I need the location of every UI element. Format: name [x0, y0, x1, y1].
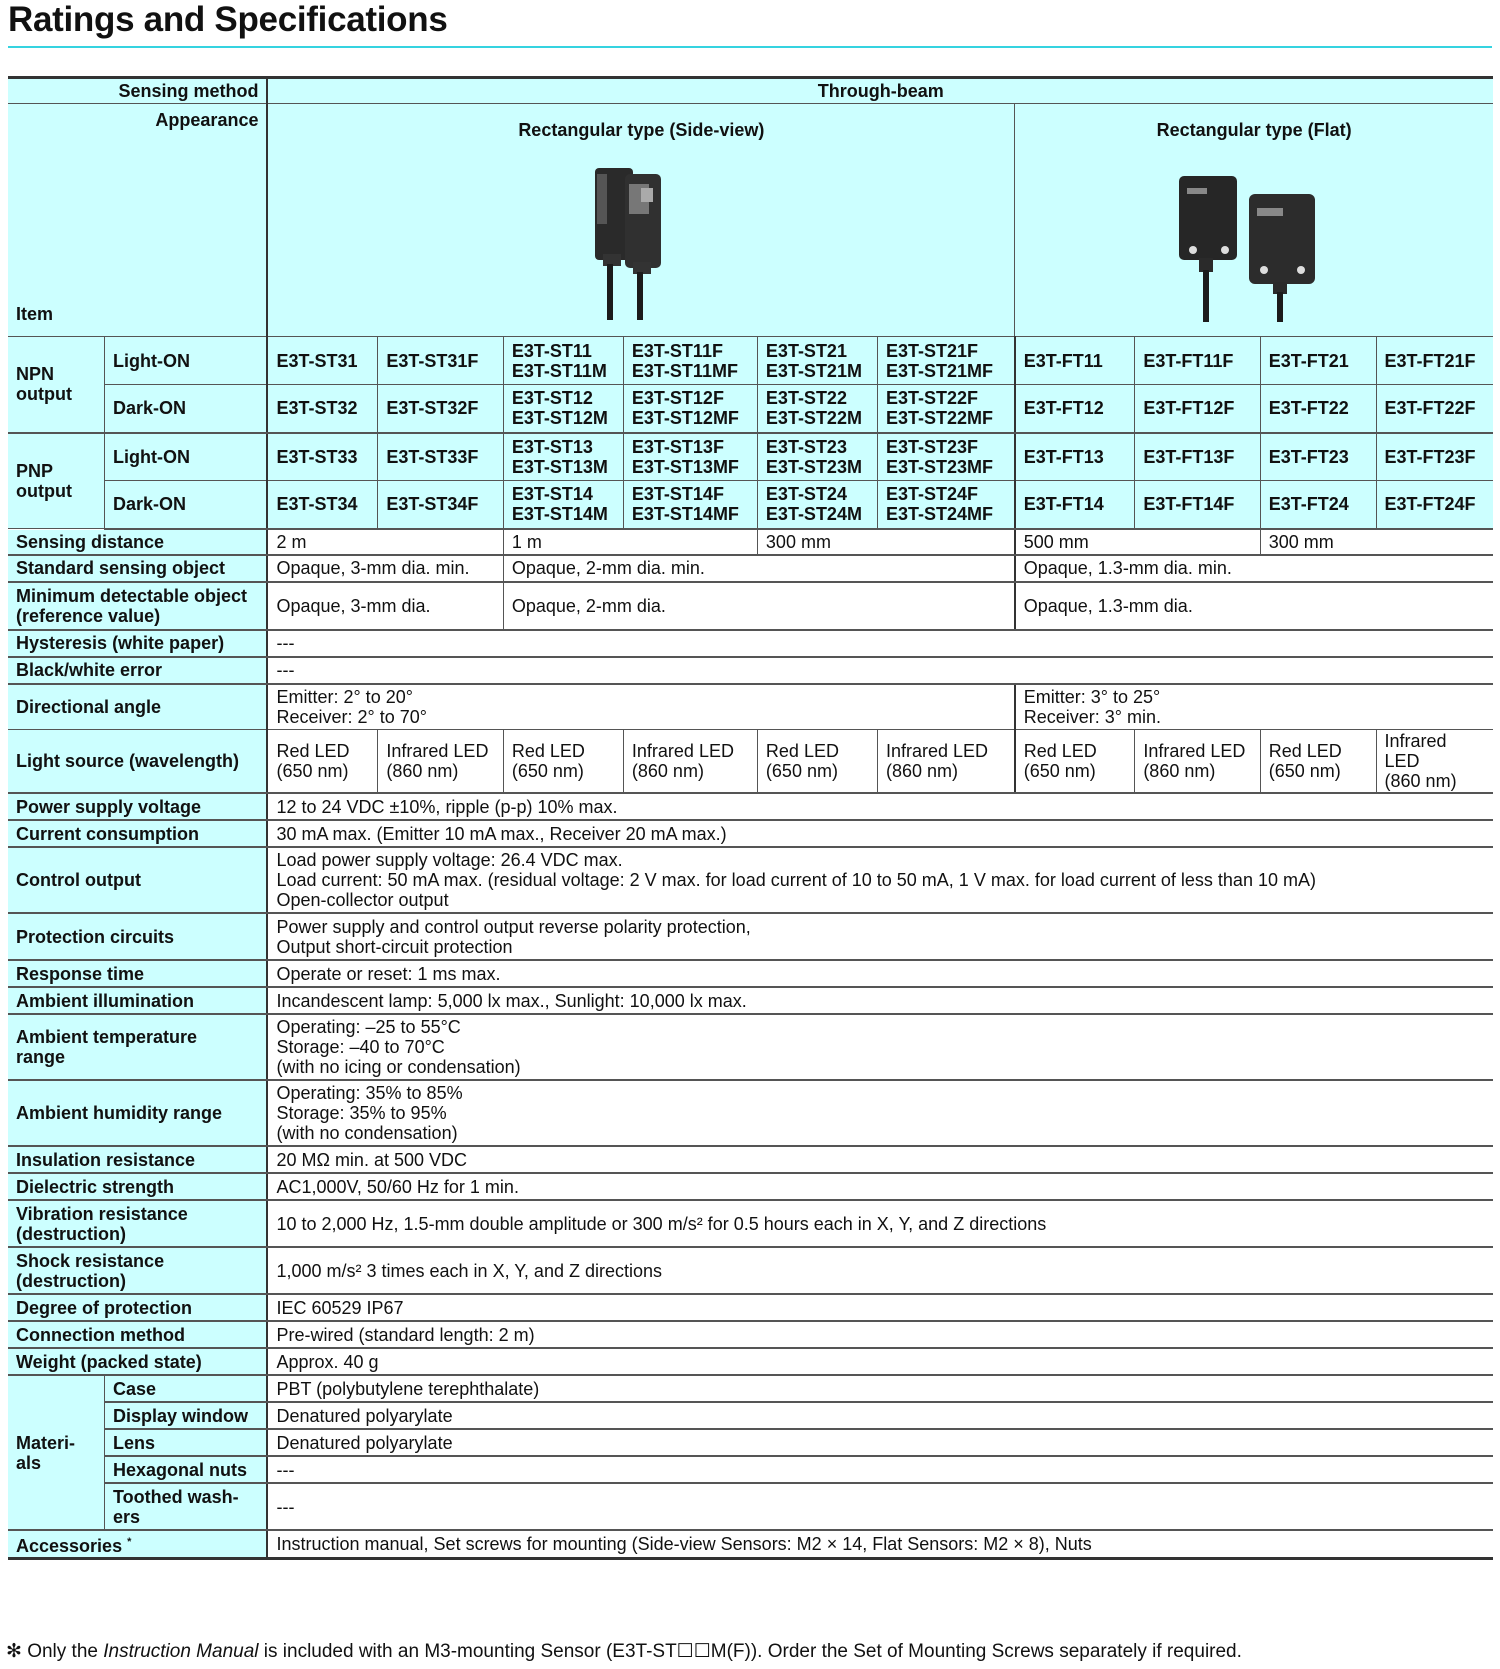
npn-output-label: NPN output	[8, 337, 104, 433]
model-cell: E3T-FT24	[1260, 481, 1376, 529]
flat-sensor-emitter-icon	[1179, 176, 1237, 322]
spec-row-protection	[8, 913, 1493, 960]
spec-label: Ambient illumination	[8, 987, 267, 1014]
spec-value: Red LED (650 nm)	[503, 730, 623, 794]
appearance-side-view	[267, 104, 1014, 337]
model-cell: E3T-ST21 E3T-ST21M	[757, 337, 877, 385]
spec-value: 20 MΩ min. at 500 VDC	[267, 1146, 1493, 1173]
model-row	[8, 337, 1493, 385]
spec-value: Denatured polyarylate	[267, 1429, 1493, 1456]
spec-row-directional-angle	[8, 684, 1493, 730]
materials-label: Materi- als	[8, 1375, 104, 1530]
spec-value: Emitter: 2° to 20° Receiver: 2° to 70°	[267, 684, 1014, 730]
spec-value: Red LED (650 nm)	[1260, 730, 1376, 794]
appearance-side-view-label: Rectangular type (Side-view)	[518, 120, 765, 140]
spec-row-weight	[8, 1348, 1493, 1375]
spec-value: Instruction manual, Set screws for mounting (Side-view Sensors: M2 × 14, Flat Sensors: M2 × 8), Nuts	[267, 1530, 1493, 1559]
spec-label: Directional angle	[8, 684, 267, 730]
spec-row-power-supply	[8, 793, 1493, 820]
model-cell: E3T-ST31F	[378, 337, 503, 385]
model-cell: E3T-ST12 E3T-ST12M	[503, 385, 623, 433]
spec-value: Incandescent lamp: 5,000 lx max., Sunlight: 10,000 lx max.	[267, 987, 1493, 1014]
spec-row-control-output	[8, 847, 1493, 913]
model-mode: Dark-ON	[104, 385, 267, 433]
model-cell: E3T-ST14F E3T-ST14MF	[623, 481, 757, 529]
spec-value: IEC 60529 IP67	[267, 1294, 1493, 1321]
spec-value: ---	[267, 1456, 1493, 1483]
spec-label: Connection method	[8, 1321, 267, 1348]
side-view-sensor-image	[581, 154, 701, 324]
model-cell: E3T-ST34F	[378, 481, 503, 529]
spec-label: Lens	[104, 1429, 267, 1456]
model-mode: Light-ON	[104, 337, 267, 385]
spec-row-temperature	[8, 1014, 1493, 1080]
spec-value: Infrared LED (860 nm)	[1376, 730, 1493, 794]
spec-row-material-lens	[8, 1429, 1493, 1456]
model-cell: E3T-FT14	[1015, 481, 1135, 529]
appearance-flat	[1015, 104, 1493, 337]
model-cell: E3T-FT12F	[1135, 385, 1260, 433]
model-cell: E3T-ST31	[267, 337, 377, 385]
spec-value: Approx. 40 g	[267, 1348, 1493, 1375]
spec-row-hysteresis	[8, 630, 1493, 657]
spec-value: ---	[267, 1483, 1493, 1530]
model-cell: E3T-ST23F E3T-ST23MF	[878, 433, 1015, 481]
model-cell: E3T-FT22F	[1376, 385, 1493, 433]
model-row	[8, 433, 1493, 481]
model-cell: E3T-ST12F E3T-ST12MF	[623, 385, 757, 433]
spec-row-current	[8, 820, 1493, 847]
model-cell: E3T-FT21	[1260, 337, 1376, 385]
pnp-output-label: PNP output	[8, 433, 104, 529]
model-cell: E3T-ST13 E3T-ST13M	[503, 433, 623, 481]
spec-value: Red LED (650 nm)	[267, 730, 377, 794]
spec-value: PBT (polybutylene terephthalate)	[267, 1375, 1493, 1402]
spec-value: Operating: 35% to 85% Storage: 35% to 95% (with no condensation)	[267, 1080, 1493, 1146]
spec-label: Insulation resistance	[8, 1146, 267, 1173]
model-cell: E3T-ST11 E3T-ST11M	[503, 337, 623, 385]
spec-value: ---	[267, 630, 1493, 657]
spec-label: Current consumption	[8, 820, 267, 847]
spec-row-dielectric	[8, 1173, 1493, 1200]
spec-row-insulation	[8, 1146, 1493, 1173]
footnote: ✻ Only the Instruction Manual is included with an M3-mounting Sensor (E3T-ST☐☐M(F)). Order the Set of Mounting Screws separately if required.	[6, 1641, 1242, 1662]
spec-value: 500 mm	[1015, 529, 1261, 555]
model-cell: E3T-FT11F	[1135, 337, 1260, 385]
spec-value: Opaque, 1.3-mm dia. min.	[1015, 555, 1493, 582]
model-cell: E3T-ST11F E3T-ST11MF	[623, 337, 757, 385]
spec-value: Infrared LED (860 nm)	[378, 730, 503, 794]
spec-label: Case	[104, 1375, 267, 1402]
spec-value: Red LED (650 nm)	[1015, 730, 1135, 794]
spec-label: Standard sensing object	[8, 555, 267, 582]
spec-row-material-case	[8, 1375, 1493, 1402]
spec-label: Protection circuits	[8, 913, 267, 960]
spec-row-bw-error	[8, 657, 1493, 684]
spec-value: Opaque, 2-mm dia.	[503, 582, 1014, 630]
spec-value: 1 m	[503, 529, 757, 555]
model-cell: E3T-FT13F	[1135, 433, 1260, 481]
model-cell: E3T-FT23	[1260, 433, 1376, 481]
spec-row-material-display	[8, 1402, 1493, 1429]
spec-label: Light source (wavelength)	[8, 730, 267, 794]
asterisk-icon: ✻	[6, 1641, 22, 1662]
spec-label: Sensing distance	[8, 529, 267, 555]
model-cell: E3T-FT13	[1015, 433, 1135, 481]
spec-row-connection	[8, 1321, 1493, 1348]
spec-value: Infrared LED (860 nm)	[623, 730, 757, 794]
model-cell: E3T-ST32F	[378, 385, 503, 433]
spec-value: Opaque, 3-mm dia. min.	[267, 555, 503, 582]
spec-row-shock	[8, 1247, 1493, 1294]
spec-label: Accessories *	[8, 1530, 267, 1559]
model-cell: E3T-ST22 E3T-ST22M	[757, 385, 877, 433]
spec-value: 10 to 2,000 Hz, 1.5-mm double amplitude or 300 m/s² for 0.5 hours each in X, Y, and Z directions	[267, 1200, 1493, 1247]
spec-row-sensing-distance	[8, 529, 1493, 555]
spec-label: Hexagonal nuts	[104, 1456, 267, 1483]
spec-value: Emitter: 3° to 25° Receiver: 3° min.	[1015, 684, 1493, 730]
model-cell: E3T-ST33	[267, 433, 377, 481]
spec-label: Ambient humidity range	[8, 1080, 267, 1146]
model-cell: E3T-ST24 E3T-ST24M	[757, 481, 877, 529]
spec-row-vibration	[8, 1200, 1493, 1247]
appearance-item-header	[8, 104, 267, 337]
spec-value: Opaque, 3-mm dia.	[267, 582, 503, 630]
spec-label: Toothed wash- ers	[104, 1483, 267, 1530]
spec-row-response-time	[8, 960, 1493, 987]
spec-row-material-washers	[8, 1483, 1493, 1530]
spec-row-humidity	[8, 1080, 1493, 1146]
spec-label: Display window	[104, 1402, 267, 1429]
spec-value: Operate or reset: 1 ms max.	[267, 960, 1493, 987]
spec-value: Operating: –25 to 55°C Storage: –40 to 70°C (with no icing or condensation)	[267, 1014, 1493, 1080]
model-cell: E3T-ST24F E3T-ST24MF	[878, 481, 1015, 529]
spec-value: Opaque, 1.3-mm dia.	[1015, 582, 1493, 630]
spec-label: Weight (packed state)	[8, 1348, 267, 1375]
spec-label: Shock resistance (destruction)	[8, 1247, 267, 1294]
spec-label: Power supply voltage	[8, 793, 267, 820]
model-cell: E3T-ST22F E3T-ST22MF	[878, 385, 1015, 433]
model-cell: E3T-FT24F	[1376, 481, 1493, 529]
spec-value: Opaque, 2-mm dia. min.	[503, 555, 1014, 582]
spec-value: AC1,000V, 50/60 Hz for 1 min.	[267, 1173, 1493, 1200]
spec-label: Control output	[8, 847, 267, 913]
spec-row-accessories	[8, 1530, 1493, 1559]
spec-value: 12 to 24 VDC ±10%, ripple (p-p) 10% max.	[267, 793, 1493, 820]
flat-sensor-image	[1169, 154, 1339, 324]
model-cell: E3T-ST23 E3T-ST23M	[757, 433, 877, 481]
spec-table	[8, 76, 1493, 1560]
spec-value: ---	[267, 657, 1493, 684]
spec-value: 30 mA max. (Emitter 10 mA max., Receiver 20 mA max.)	[267, 820, 1493, 847]
side-view-sensor-receiver-icon	[625, 174, 661, 320]
model-cell: E3T-ST21F E3T-ST21MF	[878, 337, 1015, 385]
spec-value: 300 mm	[757, 529, 1014, 555]
footnote-italic: Instruction Manual	[103, 1641, 259, 1662]
spec-label: Black/white error	[8, 657, 267, 684]
model-cell: E3T-FT14F	[1135, 481, 1260, 529]
spec-row-light-source	[8, 730, 1493, 794]
spec-label: Vibration resistance (destruction)	[8, 1200, 267, 1247]
page-title: Ratings and Specifications	[8, 0, 448, 39]
spec-value: 300 mm	[1260, 529, 1493, 555]
model-cell: E3T-ST34	[267, 481, 377, 529]
spec-row-min-object	[8, 582, 1493, 630]
spec-label: Response time	[8, 960, 267, 987]
appearance-flat-label: Rectangular type (Flat)	[1156, 120, 1352, 140]
spec-label: Ambient temperature range	[8, 1014, 267, 1080]
spec-value: Infrared LED (860 nm)	[878, 730, 1015, 794]
model-cell: E3T-FT21F	[1376, 337, 1493, 385]
spec-row-standard-object	[8, 555, 1493, 582]
model-cell: E3T-ST13F E3T-ST13MF	[623, 433, 757, 481]
spec-label: Degree of protection	[8, 1294, 267, 1321]
model-cell: E3T-FT22	[1260, 385, 1376, 433]
spec-value: 1,000 m/s² 3 times each in X, Y, and Z directions	[267, 1247, 1493, 1294]
flat-sensor-receiver-icon	[1249, 194, 1315, 322]
model-cell: E3T-FT12	[1015, 385, 1135, 433]
spec-value: Power supply and control output reverse polarity protection, Output short-circuit protection	[267, 913, 1493, 960]
sensing-method-label: Sensing method	[8, 78, 267, 104]
model-row	[8, 385, 1493, 433]
spec-value: Denatured polyarylate	[267, 1402, 1493, 1429]
model-cell: E3T-FT11	[1015, 337, 1135, 385]
spec-value: Pre-wired (standard length: 2 m)	[267, 1321, 1493, 1348]
model-mode: Dark-ON	[104, 481, 267, 529]
model-cell: E3T-ST14 E3T-ST14M	[503, 481, 623, 529]
model-cell: E3T-FT23F	[1376, 433, 1493, 481]
model-mode: Light-ON	[104, 433, 267, 481]
spec-row-illumination	[8, 987, 1493, 1014]
item-label: Item	[16, 304, 54, 324]
spec-row-protection-degree	[8, 1294, 1493, 1321]
spec-value: 2 m	[267, 529, 503, 555]
footnote-mark: *	[127, 1536, 132, 1548]
model-row	[8, 481, 1493, 529]
spec-value: Red LED (650 nm)	[757, 730, 877, 794]
model-cell: E3T-ST33F	[378, 433, 503, 481]
appearance-label: Appearance	[155, 110, 259, 130]
spec-label: Hysteresis (white paper)	[8, 630, 267, 657]
spec-row-material-nuts	[8, 1456, 1493, 1483]
sensing-method-value: Through-beam	[267, 78, 1493, 104]
title-underline	[8, 46, 1492, 48]
model-cell: E3T-ST32	[267, 385, 377, 433]
spec-label: Minimum detectable object (reference value)	[8, 582, 267, 630]
spec-value: Infrared LED (860 nm)	[1135, 730, 1260, 794]
spec-value: Load power supply voltage: 26.4 VDC max. Load current: 50 mA max. (residual voltage: 2 V max. for load current of 10 to 50 mA, 1 V max. for load current of less than 10 mA) Open-collector output	[267, 847, 1493, 913]
spec-label: Dielectric strength	[8, 1173, 267, 1200]
